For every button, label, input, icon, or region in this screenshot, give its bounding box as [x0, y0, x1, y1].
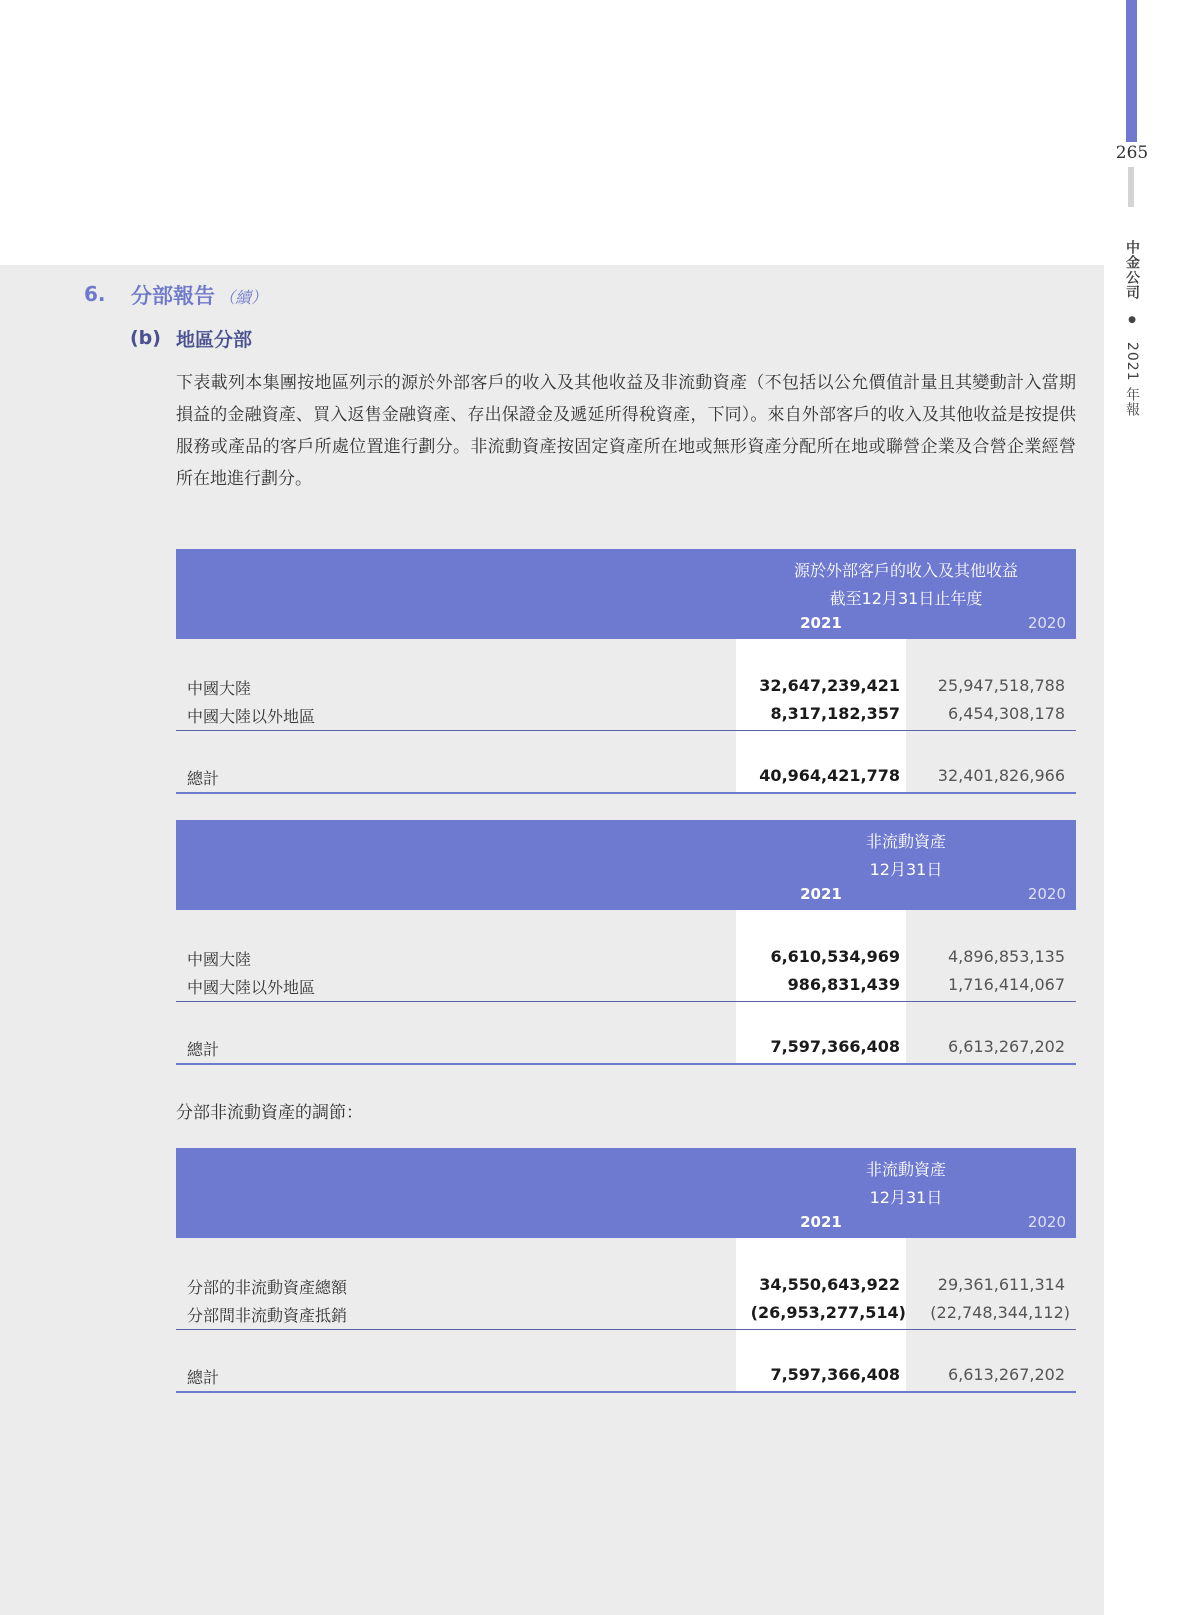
- intro-paragraph: 下表載列本集團按地區列示的源於外部客戶的收入及其他收益及非流動資產（不包括以公允價值計量且其變動計入當期損益的金融資產、買入返售金融資產、存出保證金及遞延所得稅資產，下同）。來自外部客戶的收入及其他收益是按提供服務或產品的客戶所處位置進行劃分。非流動資產按固定資產所在地或無形資產分配所在地或聯營企業及合營企業經營所在地進行劃分。: [176, 373, 1076, 489]
- value-2020: 6,454,308,178: [947, 704, 1065, 723]
- separator-dot-icon: ●: [1127, 315, 1137, 327]
- page-number: 265: [1115, 143, 1149, 163]
- running-header: [1122, 240, 1142, 417]
- revenue-table: [176, 549, 1076, 795]
- total-row: [176, 1034, 1076, 1060]
- year-2021-header: 2021: [800, 614, 842, 632]
- reconciliation-table: [176, 1148, 1076, 1394]
- row-label: 分部的非流動資產總額: [187, 1278, 348, 1297]
- row-label: 中國大陸: [187, 950, 252, 969]
- year-2021-header: 2021: [800, 885, 842, 903]
- subsection-title: 地區分部: [176, 329, 253, 351]
- total-2020: 32,401,826,966: [937, 766, 1065, 785]
- table-heading: 非流動資產: [865, 832, 946, 851]
- subsection-number: (b): [130, 327, 161, 349]
- table-row: [176, 701, 1076, 727]
- side-accent-bar: [1126, 0, 1137, 142]
- subtotal-rule: [176, 1329, 1076, 1330]
- value-2021: 8,317,182,357: [770, 704, 900, 723]
- table-row: [176, 1300, 1076, 1326]
- value-2021: 34,550,643,922: [759, 1275, 900, 1294]
- row-label: 中國大陸: [187, 679, 252, 698]
- subtotal-rule: [176, 730, 1076, 731]
- table-row: [176, 673, 1076, 699]
- total-label: 總計: [187, 1040, 220, 1059]
- row-label: 中國大陸以外地區: [187, 978, 316, 997]
- total-2021: 7,597,366,408: [770, 1365, 900, 1384]
- table-row: [176, 1272, 1076, 1298]
- total-row: [176, 763, 1076, 789]
- year-2021-header: 2021: [800, 1213, 842, 1231]
- table-heading: 源於外部客戶的收入及其他收益: [793, 561, 1018, 580]
- table-header: [176, 820, 1076, 910]
- row-label: 中國大陸以外地區: [187, 707, 316, 726]
- year-2020-header: 2020: [1027, 614, 1066, 632]
- table-heading: 非流動資產: [865, 1160, 946, 1179]
- year-2020-header: 2020: [1027, 885, 1066, 903]
- table-subheading: 12月31日: [869, 860, 943, 879]
- value-2021: 6,610,534,969: [770, 947, 900, 966]
- table-row: [176, 972, 1076, 998]
- non-current-assets-table: [176, 820, 1076, 1066]
- year-2020-header: 2020: [1027, 1213, 1066, 1231]
- table-header: [176, 549, 1076, 639]
- total-rule: [176, 792, 1076, 794]
- section-title-text: 分部報告: [131, 284, 215, 308]
- row-label: 分部間非流動資產抵銷: [187, 1306, 348, 1325]
- total-2021: 7,597,366,408: [770, 1037, 900, 1056]
- table-body: [176, 910, 1076, 1066]
- table-header: [176, 1148, 1076, 1238]
- total-row: [176, 1362, 1076, 1388]
- value-2020: 4,896,853,135: [947, 947, 1065, 966]
- value-2021: (26,953,277,514): [750, 1303, 906, 1322]
- table-subheading: 12月31日: [869, 1188, 943, 1207]
- section-title: [131, 280, 267, 310]
- value-2021: 986,831,439: [787, 975, 900, 994]
- table-row: [176, 944, 1076, 970]
- table-body: [176, 639, 1076, 795]
- table-subheading: 截至12月31日止年度: [829, 589, 983, 608]
- section-title-continued: （續）: [219, 288, 268, 307]
- total-rule: [176, 1391, 1076, 1393]
- total-2020: 6,613,267,202: [947, 1037, 1065, 1056]
- section-number: 6.: [84, 282, 106, 306]
- value-2020: 25,947,518,788: [937, 676, 1065, 695]
- total-label: 總計: [187, 1368, 220, 1387]
- value-2020: 1,716,414,067: [947, 975, 1065, 994]
- value-2020: 29,361,611,314: [937, 1275, 1065, 1294]
- subtotal-rule: [176, 1001, 1076, 1002]
- value-2021: 32,647,239,421: [759, 676, 900, 695]
- value-2020: (22,748,344,112): [930, 1303, 1070, 1322]
- total-label: 總計: [187, 769, 220, 788]
- company-name: 中金公司: [1124, 240, 1140, 300]
- report-name: 2021 年報: [1124, 341, 1140, 417]
- total-2020: 6,613,267,202: [947, 1365, 1065, 1384]
- total-rule: [176, 1063, 1076, 1065]
- side-divider: [1128, 167, 1134, 207]
- reconciliation-label: 分部非流動資產的調節：: [176, 1103, 363, 1123]
- total-2021: 40,964,421,778: [759, 766, 900, 785]
- table-body: [176, 1238, 1076, 1394]
